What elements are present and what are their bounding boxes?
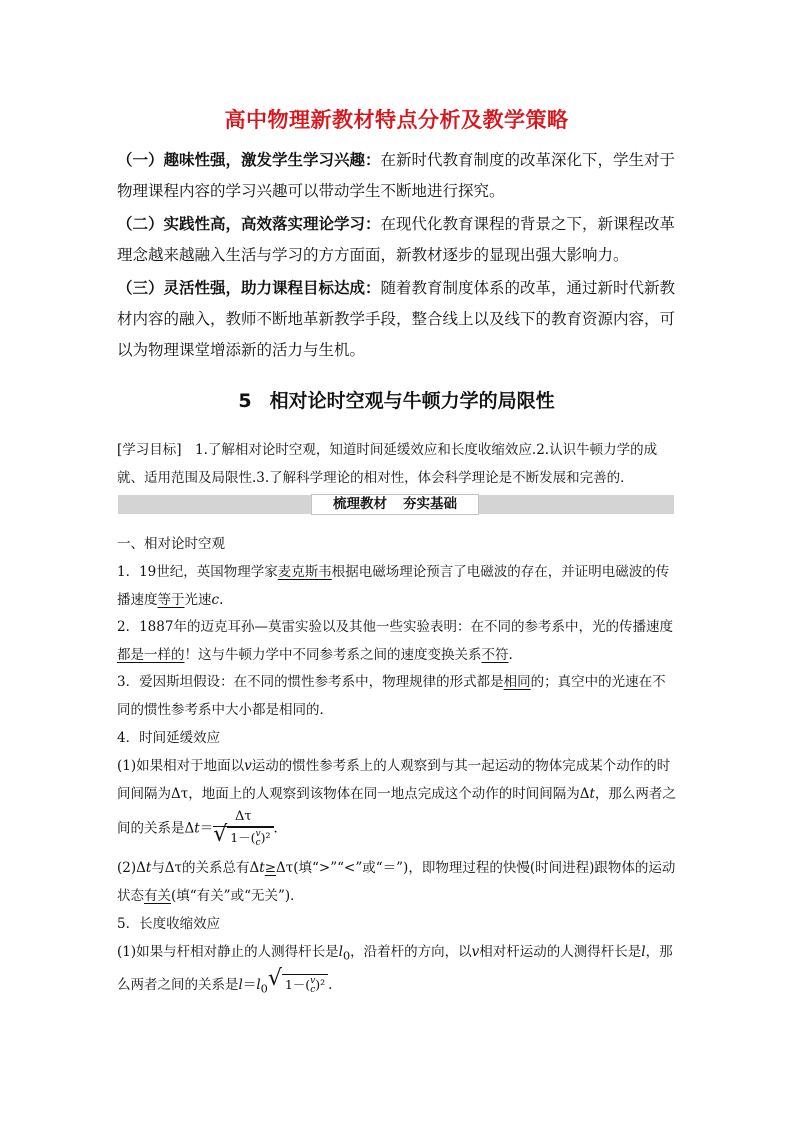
item-5-1-sub2: 0: [260, 982, 268, 996]
item-4-1-end: .: [273, 820, 278, 837]
item-3-underline-same: 相同: [503, 674, 531, 690]
item-4-1-text-c: ，那么两者之间的关系是Δ: [117, 786, 676, 837]
length-contraction-formula: [267, 966, 328, 999]
sqrt-icon: √: [267, 966, 282, 992]
formula-radicand: 1－(: [230, 830, 256, 845]
item-3-text-b: 的；真空中的光速在不同的惯性参考系中大小都是相同的．: [117, 674, 666, 718]
formula2-v: v: [310, 975, 316, 986]
item-5-1: [117, 938, 679, 1003]
item-2: [117, 613, 679, 669]
formula2-c: c: [310, 984, 316, 995]
item-5-1-equals: ＝: [242, 976, 257, 993]
intro-text-3: 随着教育制度体系的改革，通过新时代新教材内容的融入，教师不断地革新教学手段，整合线上以及线下的教育资源内容，可以为物理课堂增添新的活力与生机。: [117, 279, 676, 359]
item-4-1-var-v: v: [244, 758, 252, 774]
page-title: 高中物理新教材特点分析及教学策略: [224, 108, 569, 132]
section-banner: [311, 494, 479, 515]
item-1-text-c: 光速: [184, 592, 212, 608]
section-number: 5: [238, 390, 252, 412]
banner-right-label: 夯实基础: [403, 496, 457, 512]
intro-heading-2: （二）实践性高，高效落实理论学习：: [117, 215, 381, 233]
item-5-1-var-l3: l: [256, 976, 261, 993]
intro-text-1: 在新时代教育制度的改革深化下，学生对于物理课程内容的学习兴趣可以带动学生不断地进行探究。: [117, 151, 676, 200]
item-5-1-var-l: l: [641, 944, 646, 960]
item-2-underline-mismatch: 不符: [481, 647, 509, 663]
item-4-2-var-t2: t: [259, 860, 265, 876]
item-2-end: .: [508, 647, 513, 663]
heading-time-dilation: 4．时间延缓效应: [117, 730, 221, 746]
item-5-1-text-a: (1)如果与杆相对静止的人测得杆长是: [117, 944, 339, 960]
formula2-close: )²: [315, 977, 326, 993]
content-body: [117, 530, 679, 1003]
section-title: [0, 386, 793, 413]
item-2-text-b: ！这与牛顿力学中不同参考系之间的速度变换关系: [184, 647, 482, 663]
intro-section: [117, 145, 677, 366]
formula-v: v: [255, 828, 261, 839]
item-5-1-text-b: ，沿着杆的方向，以: [350, 944, 472, 960]
item-1-underline-maxwell: 麦克斯韦: [277, 564, 332, 580]
item-4-2-underline-geq: ≥: [264, 860, 277, 876]
intro-heading-3: （三）灵活性强，助力课程目标达成：: [117, 279, 381, 297]
item-5-1-sub: 0: [342, 949, 351, 963]
item-5-1-var-v: v: [471, 944, 480, 960]
formula-close: )²: [260, 830, 271, 845]
item-3-text-a: 3．爱因斯坦假设：在不同的惯性参考系中，物理规律的形式都是: [117, 674, 504, 690]
formula2-radicand: 1－(: [284, 977, 311, 993]
item-4-2-text-c: Δτ(填“>”“<”或“＝”)，即物理过程的快慢(时间进程)跟物体的运动状态: [117, 860, 676, 904]
item-4-1-var-t: t: [589, 786, 595, 802]
sqrt-icon: √: [213, 822, 228, 847]
item-4-1-text-b: 运动的惯性参考系上的人观察到与其一起运动的物体完成某个动作的时间间隔为Δτ，地面上的人观察到该物体在同一地点完成这个动作的时间间隔为Δ: [117, 758, 671, 802]
item-5-1-text-d: ，那么两者之间的关系是: [117, 944, 673, 993]
item-1-text-a: 1．19世纪，英国物理学家: [117, 564, 278, 580]
formula-numerator: Δτ: [213, 808, 273, 827]
item-4-1-equals: ＝: [199, 820, 214, 837]
item-4-2-text-d: (填“有关”或“无关”)．: [171, 888, 304, 904]
item-4-2-underline-related: 有关: [144, 888, 171, 904]
item-4-1-text-a: (1)如果相对于地面以: [117, 758, 245, 774]
intro-text-2: 在现代化教育课程的背景之下，新课程改革理念越来越融入生活与学习的方方面面，新教材逐步的显现出强大影响力。: [117, 215, 676, 264]
item-5-1-text-c: 相对杆运动的人测得杆长是: [479, 944, 642, 960]
intro-paragraph-1: [117, 145, 677, 207]
item-4-2-var-t: t: [145, 860, 152, 876]
item-2-underline-same: 都是一样的: [117, 647, 185, 663]
item-1-end: .: [219, 592, 224, 608]
intro-heading-1: （一）趣味性强，激发学生学习兴趣：: [117, 151, 381, 169]
item-4-2: [117, 854, 679, 910]
learning-goals-text: [学习目标] 1.了解相对论时空观，知道时间延缓效应和长度收缩效应.2.认识牛顿力学的成就、适用范围及局限性.3.了解科学理论的相对性，体会科学理论是不断发展和完善的．: [117, 442, 658, 486]
item-4-2-text-a: (2)Δ: [117, 860, 146, 876]
item-1-var-c: c: [211, 592, 220, 608]
item-1: [117, 558, 679, 614]
time-dilation-formula: [213, 808, 273, 850]
item-5-1-var-l2: l: [238, 976, 243, 993]
intro-paragraph-2: [117, 209, 677, 271]
item-4-2-text-b: 与Δτ的关系总有Δ: [151, 860, 260, 876]
learning-goals: [117, 436, 677, 492]
item-4-1-var-t2: t: [194, 820, 200, 837]
banner-left-label: 梳理教材: [333, 496, 387, 512]
heading-spacetime: 一、相对论时空观: [117, 536, 225, 552]
item-4-1: [117, 752, 679, 850]
heading-length-contraction: 5．长度收缩效应: [117, 916, 221, 932]
item-5-1-end: .: [328, 976, 333, 993]
item-2-text-a: 2．1887年的迈克耳孙—莫雷实验以及其他一些实验表明：在不同的参考系中，光的传播速度: [117, 619, 673, 635]
item-3: [117, 668, 679, 724]
intro-paragraph-3: [117, 273, 677, 366]
item-1-text-b: 根据电磁场理论预言了电磁波的存在，并证明电磁波的传播速度: [117, 564, 670, 608]
formula-c: c: [255, 837, 261, 848]
section-title-text: 相对论时空观与牛顿力学的局限性: [269, 390, 555, 412]
item-1-underline-equal: 等于: [157, 592, 185, 608]
item-5-1-var-l0: l: [338, 944, 343, 960]
